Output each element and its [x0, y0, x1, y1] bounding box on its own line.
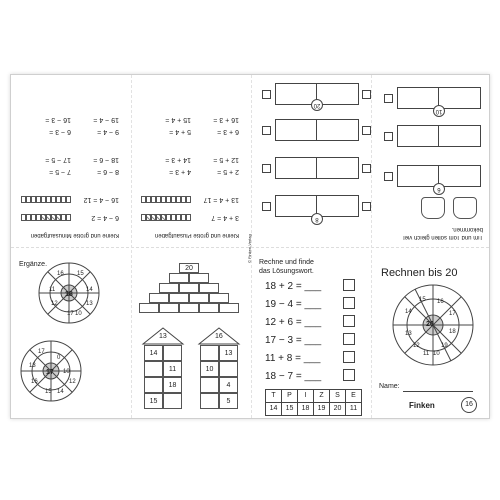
cover-wheel-num: 18 — [449, 329, 456, 335]
plus-eq-5: 6 + 3 = — [217, 128, 239, 135]
cover-wheel-num: 10 — [433, 351, 440, 357]
pyramid-cell[interactable] — [179, 303, 199, 313]
key-letter: P — [282, 390, 298, 402]
letter-answer-box[interactable] — [343, 333, 355, 345]
wheel2-num: 13 — [29, 363, 36, 369]
minus-eq-solved-2: 16 − 4 = 12 — [83, 196, 119, 203]
pyramid-cell[interactable] — [179, 283, 199, 293]
cover-wheel-num: 15 — [419, 297, 426, 303]
key-letter: I — [298, 390, 314, 402]
cover-wheel-num: 14 — [405, 309, 412, 315]
house1-roof: 13 — [159, 333, 167, 340]
plus-eq-7: 5 + 4 = — [169, 128, 191, 135]
letter-answer-box[interactable] — [343, 351, 355, 363]
instruction-line-2: das Lösungswort. — [259, 268, 314, 275]
cover-wheel-num: 19 — [441, 343, 448, 349]
equation-6: 18 − 7 = ___ — [265, 371, 322, 382]
key-number: 11 — [349, 405, 358, 412]
key-number: 15 — [282, 403, 298, 415]
minus-eq-5: 9 − 4 = — [97, 128, 119, 135]
booklet-number-badge: 16 — [461, 397, 477, 413]
answer-box[interactable] — [384, 132, 393, 141]
answer-box[interactable] — [262, 126, 271, 135]
answer-box[interactable] — [362, 126, 371, 135]
wheel2-num: 0 — [57, 355, 61, 361]
number-house-2 — [200, 345, 238, 409]
plus-bar-1 — [141, 214, 191, 221]
key-number: 18 — [298, 403, 314, 415]
letter-answer-box[interactable] — [343, 279, 355, 291]
pyramid-cell[interactable] — [199, 303, 219, 313]
wheel1-num: 11 — [49, 287, 56, 293]
key-number: 19 — [314, 403, 330, 415]
equation-1: 18 + 2 = ___ — [265, 281, 322, 292]
house1-cell[interactable]: 18 — [163, 377, 182, 393]
answer-box[interactable] — [362, 90, 371, 99]
key-letter: T — [266, 390, 282, 402]
pyramid-cell[interactable] — [159, 303, 179, 313]
minus-eq-1: 8 − 6 = — [97, 168, 119, 175]
house1-cell[interactable]: 15 — [144, 393, 163, 409]
pyramid-cell[interactable] — [139, 303, 159, 313]
house2-cell[interactable] — [200, 393, 219, 409]
minus-eq-8: 16 − 3 = — [45, 116, 71, 123]
answer-box[interactable] — [262, 164, 271, 173]
plus-eq-2: 12 + 5 = — [213, 156, 239, 163]
pyramid-cell[interactable] — [189, 293, 209, 303]
wheel2-num: 10 — [63, 369, 70, 375]
key-number: 14 — [266, 403, 282, 415]
plus-eq-6: 16 + 3 = — [213, 116, 239, 123]
heading-plus: Kleine und große Plusaufgaben — [154, 232, 239, 238]
domino-label-10: 10 — [433, 105, 445, 117]
minus-eq-3: 7 − 5 = — [49, 168, 71, 175]
wheel2-num: 15 — [45, 389, 52, 395]
minus-eq-6: 19 − 4 = — [93, 116, 119, 123]
letter-answer-box[interactable] — [343, 315, 355, 327]
wheel1-center: 18 — [65, 291, 73, 298]
cover-wheel-num: 12 — [413, 343, 420, 349]
kid-tim-icon — [453, 197, 477, 219]
answer-box[interactable] — [362, 164, 371, 173]
answer-box[interactable] — [262, 90, 271, 99]
letter-answer-box[interactable] — [343, 297, 355, 309]
equation-3: 12 + 6 = ___ — [265, 317, 322, 328]
wheel2-num: 12 — [69, 379, 76, 385]
wheel1-num: 12 — [51, 301, 58, 307]
answer-box[interactable] — [362, 202, 371, 211]
house1-cell[interactable]: 14 — [144, 345, 163, 361]
pyramid-cell[interactable] — [209, 293, 229, 303]
key-letter: E — [351, 392, 356, 399]
minus-eq-4: 17 − 5 = — [45, 156, 71, 163]
plus-eq-3: 4 + 3 = — [169, 168, 191, 175]
wheel1-num: 17 — [67, 311, 74, 317]
domino-label-8: 8 — [311, 213, 323, 225]
pyramid-cell[interactable] — [219, 303, 239, 313]
equation-2: 19 − 4 = ___ — [265, 299, 322, 310]
pyramid-cell[interactable] — [199, 283, 219, 293]
ergaenze-heading: Ergänze. — [19, 261, 48, 268]
name-input-line[interactable] — [403, 391, 473, 392]
house2-roof: 16 — [215, 333, 223, 340]
plus-eq-solved-2: 13 + 4 = 17 — [203, 196, 239, 203]
minus-eq-solved-1: 6 − 4 = 2 — [91, 214, 119, 221]
house1-cell[interactable]: 11 — [163, 361, 182, 377]
house2-cell[interactable] — [200, 377, 219, 393]
pyramid-top: 20 — [179, 263, 199, 273]
answer-letter-column — [343, 279, 356, 387]
cover-title: Rechnen bis 20 — [381, 267, 458, 279]
domino-caption: Tim und Tom sollen gleich viel bekommen. — [403, 226, 483, 240]
pyramid-cell[interactable] — [169, 273, 189, 283]
domino-6 — [275, 119, 359, 141]
plus-eq-solved-1: 3 + 4 = 7 — [211, 214, 239, 221]
wheel2-num: 14 — [57, 389, 64, 395]
wheel1-num: 15 — [77, 271, 84, 277]
name-label: Name: — [379, 383, 400, 390]
cover-wheel-num: 13 — [405, 331, 412, 337]
number-house-1 — [144, 345, 182, 409]
domino-panel — [251, 75, 489, 247]
answer-box[interactable] — [262, 202, 271, 211]
equation-4: 17 − 3 = ___ — [265, 335, 322, 346]
house1-cell[interactable] — [144, 377, 163, 393]
heading-minus: Kleine und große Minusaufgaben — [30, 232, 119, 238]
wheel1-num: 13 — [86, 301, 93, 307]
wheel2-num: 17 — [38, 349, 45, 355]
house1-cell[interactable] — [144, 361, 163, 377]
number-key-row — [265, 402, 362, 416]
minus-eq-2: 18 − 6 = — [93, 156, 119, 163]
house2-cell[interactable] — [219, 361, 238, 377]
house2-cell[interactable]: 13 — [219, 345, 238, 361]
wheel2-num: 16 — [31, 379, 38, 385]
house1-cell[interactable] — [163, 393, 182, 409]
answer-box[interactable] — [384, 172, 393, 181]
house2-cell[interactable]: 5 — [219, 393, 238, 409]
wheel2-center: 17 — [46, 369, 54, 376]
answer-box[interactable] — [384, 94, 393, 103]
domino-2 — [397, 125, 481, 147]
minus-bar-2 — [21, 196, 71, 203]
key-number: 20 — [330, 403, 346, 415]
plus-eq-8: 15 + 4 = — [165, 116, 191, 123]
plus-minus-panel — [11, 75, 251, 247]
kid-tom-icon — [421, 197, 445, 219]
worksheet-sheet — [10, 74, 490, 419]
plus-eq-1: 2 + 5 = — [217, 168, 239, 175]
key-letter: Z — [314, 390, 330, 402]
domino-label-20: 20 — [311, 99, 323, 111]
pyramid-cell[interactable] — [149, 293, 169, 303]
cover-wheel-center: 20 — [426, 321, 434, 328]
letter-key-row — [265, 389, 362, 403]
house2-cell[interactable]: 4 — [219, 377, 238, 393]
minus-bar-1 — [21, 214, 71, 221]
key-letter: S — [330, 390, 346, 402]
equation-5: 11 + 8 = ___ — [265, 353, 321, 364]
wheel1-num: 16 — [57, 271, 64, 277]
domino-label-6: 6 — [433, 183, 445, 195]
pyramid-cell[interactable] — [159, 283, 179, 293]
house1-cell[interactable] — [163, 345, 182, 361]
wheel1-num: 10 — [75, 311, 82, 317]
house2-cell[interactable]: 10 — [200, 361, 219, 377]
wheel1-num: 14 — [86, 287, 93, 293]
pyramid-cell[interactable] — [169, 293, 189, 303]
minus-eq-7: 6 − 3 = — [49, 128, 71, 135]
cover-wheel-num: 11 — [423, 351, 430, 357]
letter-answer-box[interactable] — [343, 369, 355, 381]
plus-bar-2 — [141, 196, 191, 203]
instruction-line-1: Rechne und finde — [259, 259, 314, 266]
cover-wheel-num: 16 — [437, 299, 444, 305]
house2-cell[interactable] — [200, 345, 219, 361]
copyright-note: © Finken-Verlag — [247, 234, 252, 263]
domino-5 — [275, 157, 359, 179]
pyramid-cell[interactable] — [189, 273, 209, 283]
cover-wheel-num: 17 — [449, 311, 456, 317]
plus-eq-4: 14 + 3 = — [165, 156, 191, 163]
finken-logo: Finken — [409, 401, 435, 410]
